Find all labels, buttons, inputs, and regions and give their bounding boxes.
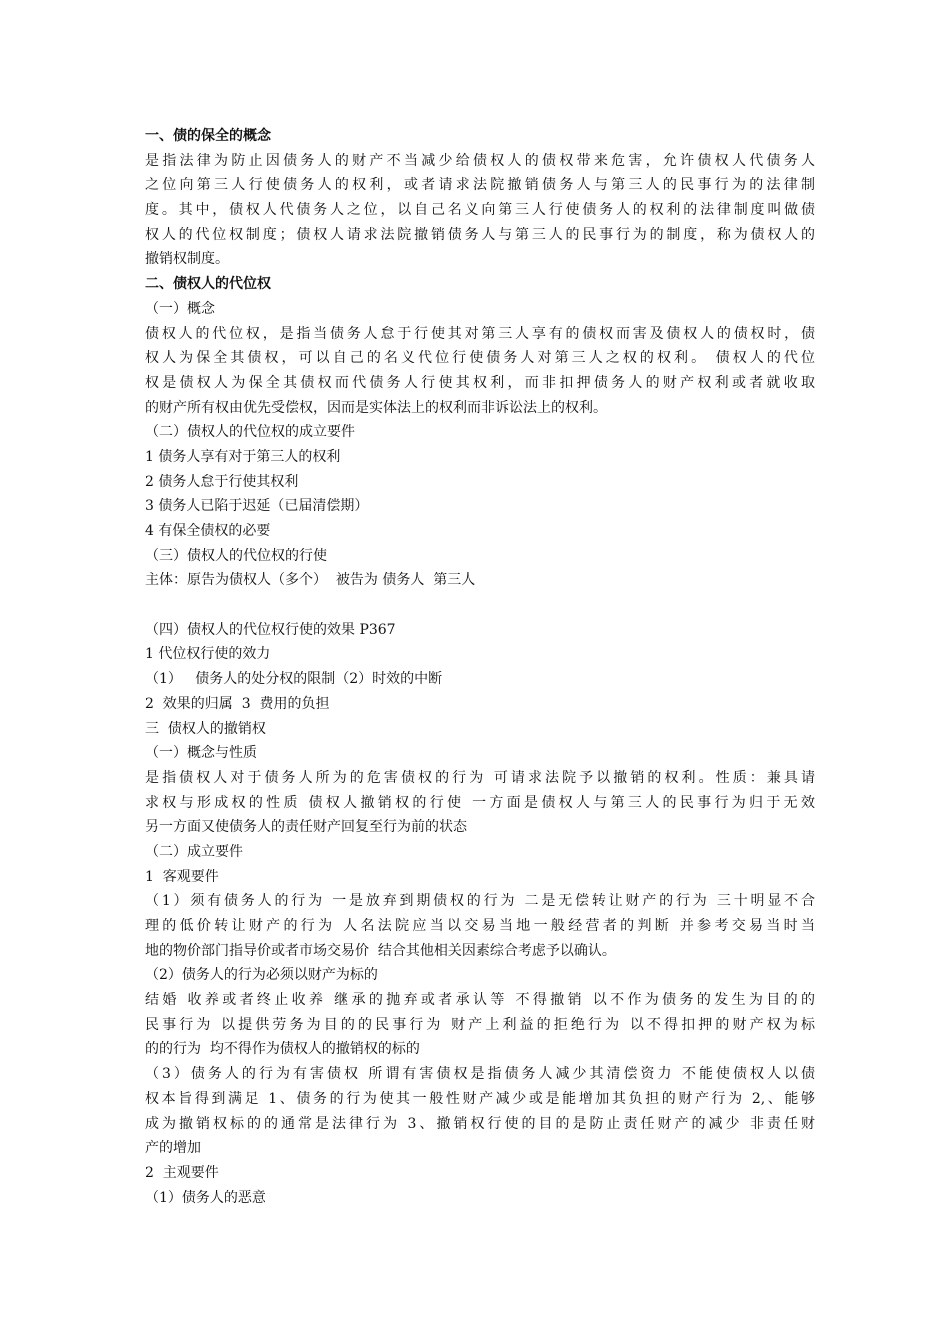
text-line: 1 债务人享有对于第三人的权利 — [145, 448, 341, 465]
text-line: 撤销权制度。 — [145, 251, 229, 268]
section-heading: 二、债权人的代位权 — [145, 276, 271, 293]
blank-line — [145, 593, 815, 618]
text-line: （一）概念 — [145, 300, 215, 317]
text-line: 产的增加 — [145, 1140, 201, 1157]
text-line: （二）成立要件 — [145, 843, 243, 860]
text-line: （三）债权人的代位权的行使 — [145, 547, 327, 564]
text-line: （一）概念与性质 — [145, 745, 257, 762]
paragraph-line: 度。其中，债权人代债务人之位，以自己名义向第三人行使债务人的权利的法律制度叫做债 — [145, 202, 815, 219]
text-line: 3 债务人已陷于迟延（已届清偿期） — [145, 498, 369, 515]
paragraph-line: 权本旨得到满足 1、债务的行为使其一般性财产减少或是能增加其负担的财产行为 2,、能够 — [145, 1090, 815, 1107]
paragraph-line: （3）债务人的行为有害债权 所谓有害债权是指债务人减少其清偿资力 不能使债权人以债 — [145, 1066, 815, 1083]
paragraph-line: 债权人的代位权，是指当债务人怠于行使其对第三人享有的债权而害及债权人的债权时，债 — [145, 325, 815, 342]
section-heading: 一、债的保全的概念 — [145, 128, 271, 144]
text-line: （2）债务人的行为必须以财产为标的 — [145, 967, 378, 984]
paragraph-line: 理的低价转让财产的行为 人名法院应当以交易当地一般经营者的判断 并参考交易当时当 — [145, 918, 815, 934]
paragraph-line: 是指法律为防止因债务人的财产不当减少给债权人的债权带来危害，允许债权人代债务人 — [145, 152, 815, 169]
text-line: 的财产所有权由优先受偿权，因而是实体法上的权利而非诉讼法上的权利。 — [145, 399, 607, 416]
text-line: 2 效果的归属 3 费用的负担 — [145, 695, 330, 712]
paragraph-line: 是指债权人对于债务人所为的危害债权的行为 可请求法院予以撤销的权利。性质：兼具请 — [145, 769, 815, 786]
text-line: 地的物价部门指导价或者市场交易价 结合其他相关因素综合考虑予以确认。 — [145, 942, 616, 959]
paragraph-line: 成为撤销权标的的通常是法律行为 3、撤销权行使的目的是防止责任财产的减少 非责任财 — [145, 1115, 815, 1132]
text-line: 1 客观要件 — [145, 868, 219, 885]
paragraph-line: 结婚 收养或者终止收养 继承的抛弃或者承认等 不得撤销 以不作为债务的发生为目的的 — [145, 992, 815, 1009]
text-line: （二）债权人的代位权的成立要件 — [145, 424, 355, 441]
paragraph-line: 之位向第三人行使债务人的权利，或者请求法院撤销债务人与第三人的民事行为的法律制 — [145, 177, 815, 194]
paragraph-line: （1）须有债务人的行为 一是放弃到期债权的行为 二是无偿转让财产的行为 三十明显不合 — [145, 893, 815, 910]
paragraph-line: 权人为保全其债权，可以自己的名义代位行使债务人对第三人之权的权利。 债权人的代位 — [145, 350, 815, 367]
text-line: 1 代位权行使的效力 — [145, 646, 271, 663]
paragraph-line: 求权与形成权的性质 债权人撤销权的行使 一方面是债权人与第三人的民事行为归于无效 — [145, 794, 815, 811]
text-line: 4 有保全债权的必要 — [145, 523, 271, 539]
paragraph-line: 民事行为 以提供劳务为目的的民事行为 财产上利益的拒绝行为 以不得扣押的财产权为标 — [145, 1016, 815, 1033]
text-line: 三 债权人的撤销权 — [145, 720, 266, 737]
document-body — [145, 124, 815, 1210]
text-line: （四）债权人的代位权行使的效果 P367 — [145, 621, 396, 638]
text-line: 的的行为 均不得作为债权人的撤销权的标的 — [145, 1041, 420, 1058]
text-line: 2 主观要件 — [145, 1164, 219, 1181]
text-line: （1） 债务人的处分权的限制（2）时效的中断 — [145, 671, 443, 688]
paragraph-line: 权人的代位权制度；债权人请求法院撤销债务人与第三人的民事行为的制度，称为债权人的 — [145, 226, 815, 243]
text-line: 主体：原告为债权人（多个） 被告为 债务人 第三人 — [145, 572, 476, 589]
text-line: 2 债务人怠于行使其权利 — [145, 473, 299, 490]
text-line: （1）债务人的恶意 — [145, 1189, 266, 1206]
text-line: 另一方面又使债务人的责任财产回复至行为前的状态 — [145, 819, 467, 836]
paragraph-line: 权是债权人为保全其债权而代债务人行使其权利，而非扣押债务人的财产权利或者就收取 — [145, 374, 815, 391]
